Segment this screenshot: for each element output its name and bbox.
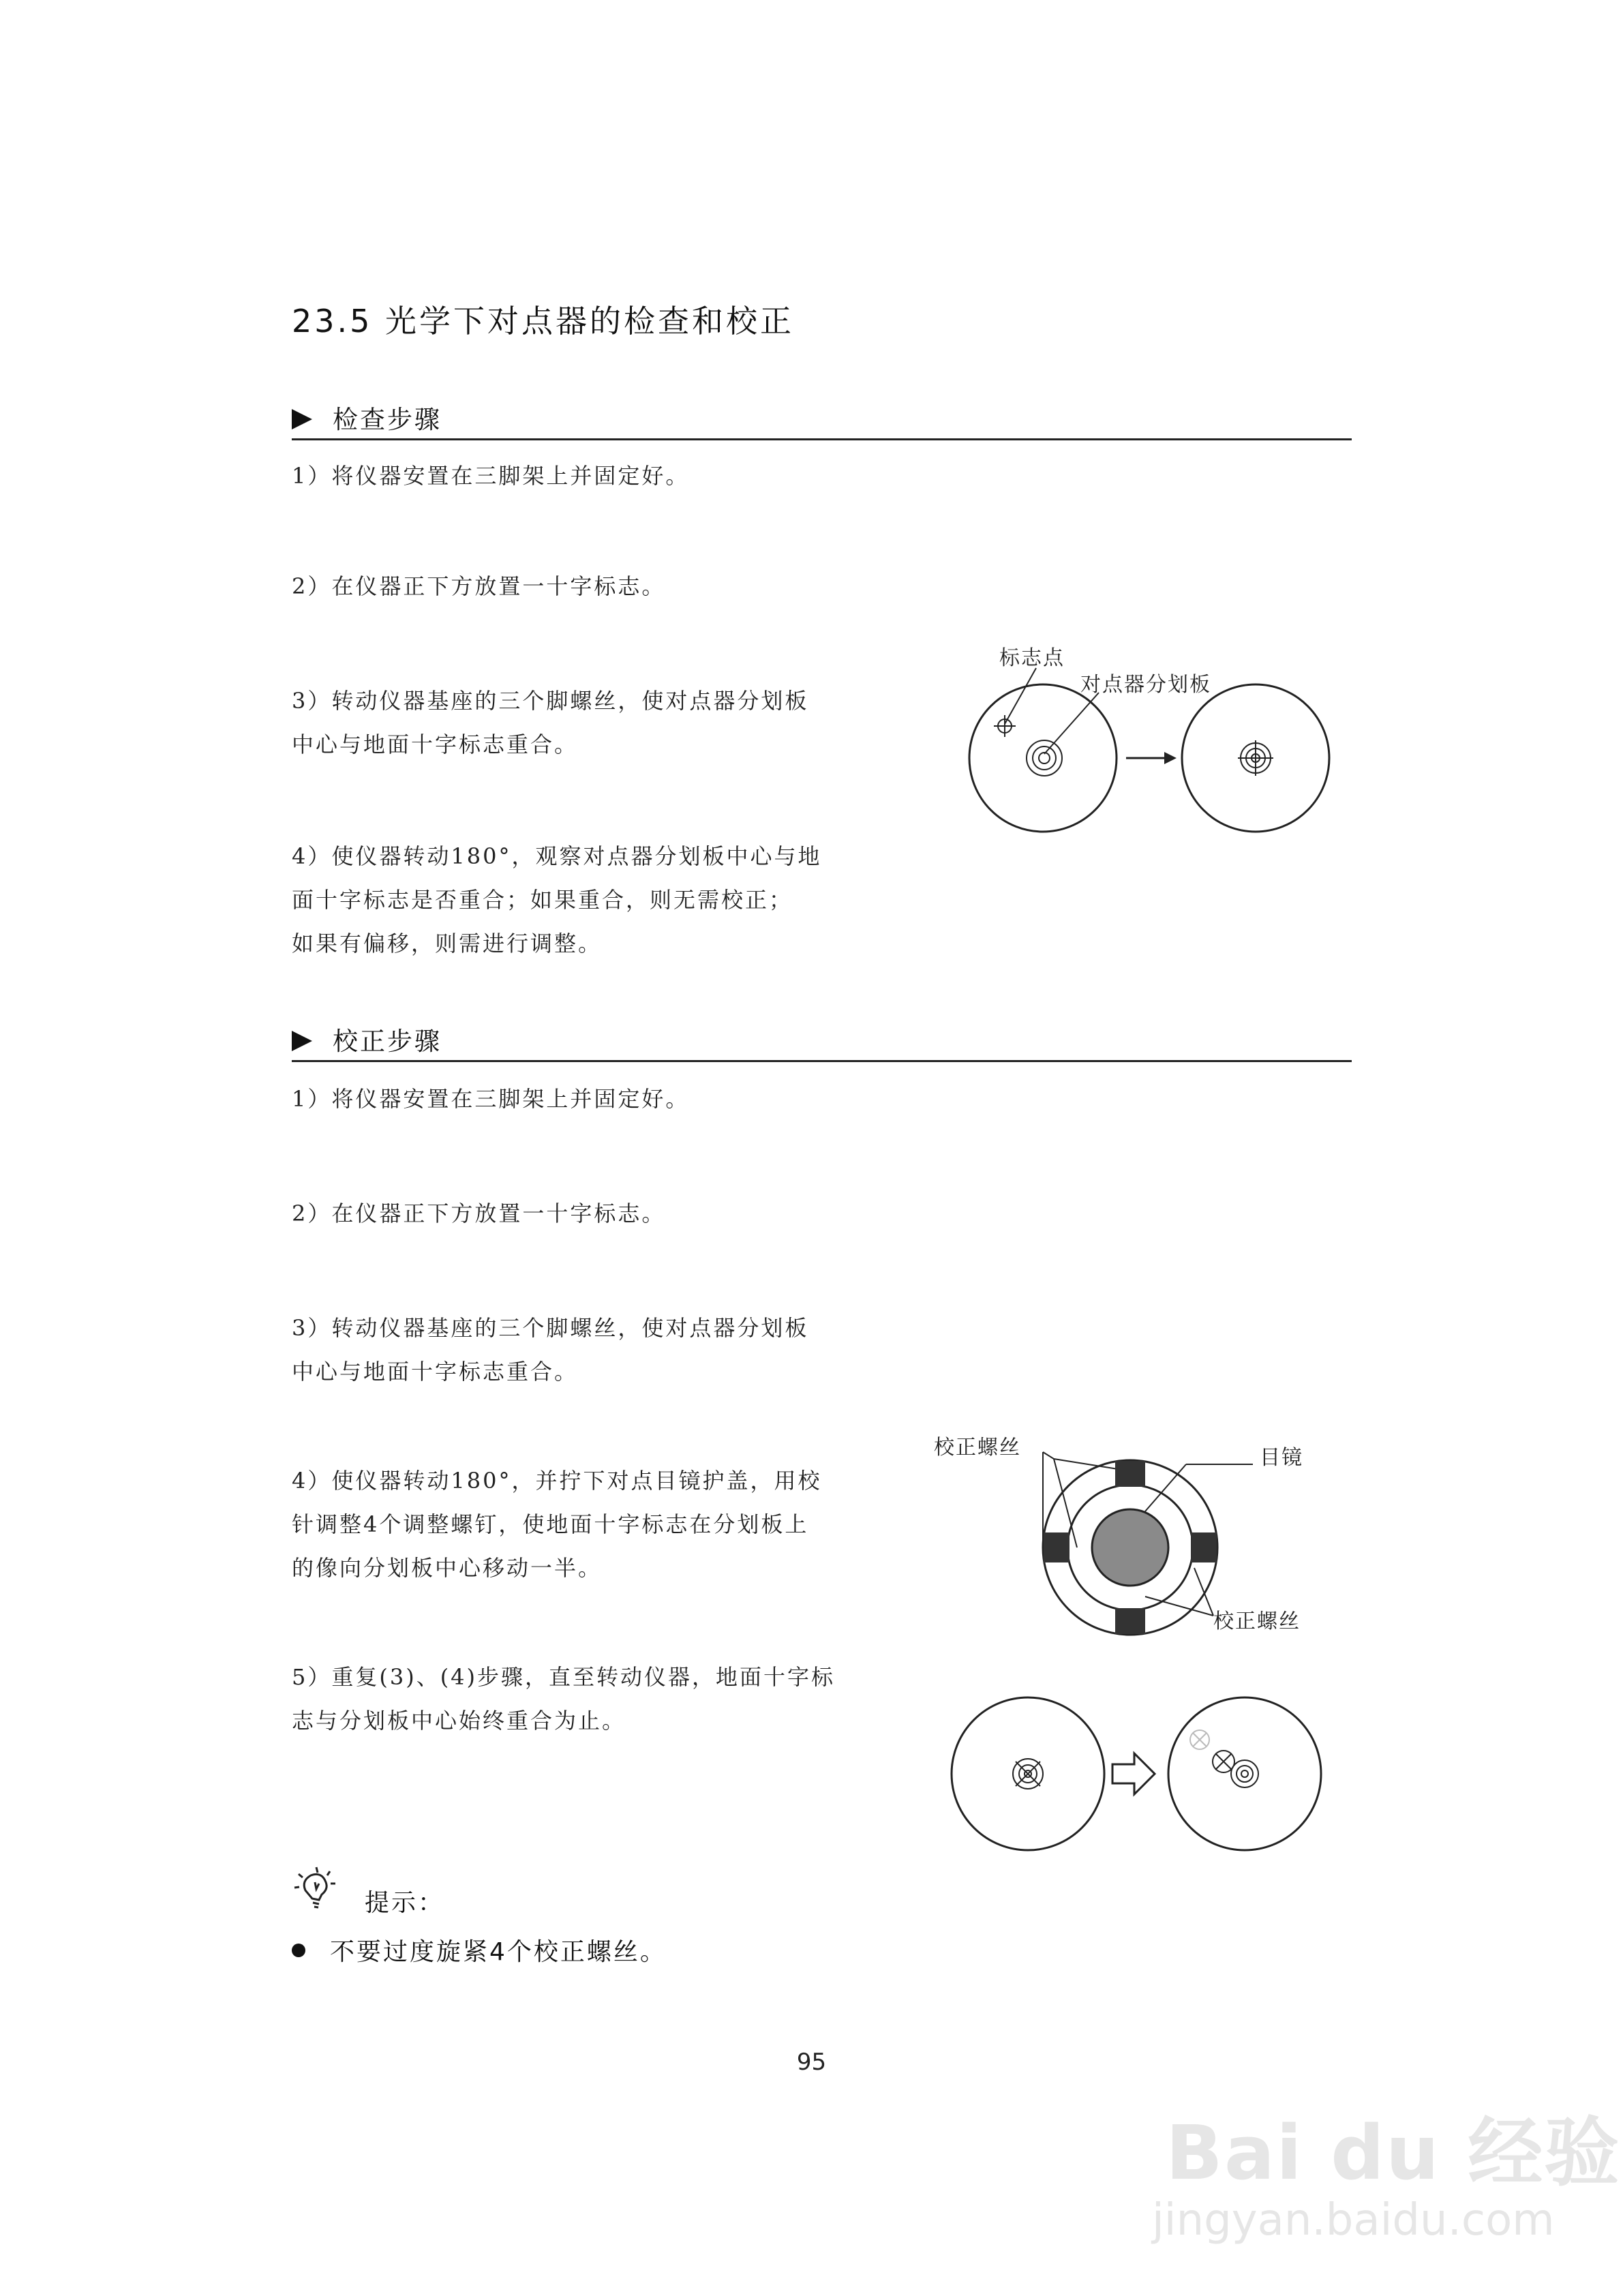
watermark-url: jingyan.baidu.com: [1152, 2195, 1555, 2246]
tip-item: [292, 1933, 667, 1967]
adjust-result-drawing: [952, 1697, 1321, 1850]
check-step-3: 3）转动仪器基座的三个脚螺丝，使对点器分划板 中心与地面十字标志重合。: [292, 688, 809, 757]
adjust-step-4: 4）使仪器转动180°，并拧下对点目镜护盖，用校 针调整4个调整螺钉，使地面十字标志在分划板上 的像向分划板中心移动一半。: [292, 1468, 822, 1581]
check-step-2: 2）在仪器正下方放置一十字标志。: [292, 573, 666, 599]
lightbulb-tip-icon: [292, 1864, 353, 1912]
adjust-step-3: 3）转动仪器基座的三个脚螺丝，使对点器分划板 中心与地面十字标志重合。: [292, 1315, 809, 1385]
bullet-dot-icon: [292, 1944, 305, 1957]
page-number: 95: [796, 2049, 827, 2076]
label-eyepiece: 目镜: [1260, 1446, 1303, 1470]
section-title: 23.5 光学下对点器的检查和校正: [292, 303, 795, 339]
label-adjust-screw-bottom: 校正螺丝: [1213, 1610, 1301, 1633]
adjust-step-1: 1）将仪器安置在三脚架上并固定好。: [292, 1086, 690, 1112]
label-mark-point: 标志点: [999, 646, 1065, 670]
watermark-brand: Bai du 经验: [1166, 2109, 1621, 2196]
tip-heading: 提示：: [365, 1889, 445, 1917]
label-adjust-screw-top: 校正螺丝: [934, 1436, 1021, 1460]
adjust-heading-label: 校正步骤: [333, 1027, 442, 1056]
adjust-step-2: 2）在仪器正下方放置一十字标志。: [292, 1200, 666, 1226]
check-step-1: 1）将仪器安置在三脚架上并固定好。: [292, 463, 690, 489]
tip-item-text: 不要过度旋紧4个校正螺丝。: [330, 1938, 667, 1966]
adjust-step-5: 5）重复(3)、(4)步骤，直至转动仪器，地面十字标 志与分划板中心始终重合为止。: [292, 1664, 836, 1734]
check-heading-label: 检查步骤: [333, 405, 442, 434]
check-step-4: 4）使仪器转动180°，观察对点器分划板中心与地 面十字标志是否重合；如果重合，则无需校正； 如果有偏移，则需进行调整。: [292, 843, 822, 956]
label-reticle: 对点器分划板: [1080, 673, 1211, 697]
